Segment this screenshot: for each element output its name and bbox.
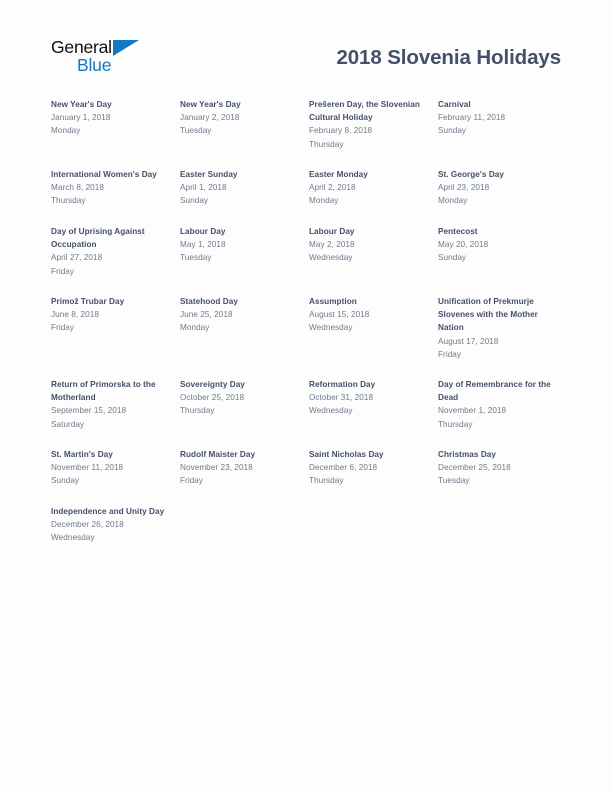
holiday-name: Reformation Day <box>309 380 376 389</box>
holiday-entry <box>180 378 309 418</box>
page-header <box>51 38 561 84</box>
holiday-weekday: Monday <box>309 196 339 206</box>
holiday-entry <box>51 168 180 208</box>
holiday-date: August 15, 2018 <box>309 310 370 320</box>
holiday-name: Statehood Day <box>180 297 238 306</box>
logo-text-blue: Blue <box>77 55 112 75</box>
holiday-weekday: Thursday <box>180 406 215 416</box>
holiday-weekday: Wednesday <box>51 533 95 543</box>
holiday-date: August 17, 2018 <box>438 336 499 346</box>
holiday-entry <box>180 295 309 335</box>
logo-triangle-icon <box>113 40 139 56</box>
holiday-row <box>51 98 563 168</box>
holiday-entry <box>51 98 180 138</box>
holiday-date: April 23, 2018 <box>438 183 490 193</box>
holiday-entry <box>438 448 567 488</box>
holiday-row <box>51 168 563 225</box>
holiday-date: November 23, 2018 <box>180 463 253 473</box>
holiday-entry <box>180 98 309 138</box>
holiday-name: Primož Trubar Day <box>51 297 125 306</box>
holiday-date: October 31, 2018 <box>309 393 374 403</box>
holiday-date: December 26, 2018 <box>51 520 124 530</box>
holiday-entry <box>51 505 180 545</box>
holiday-entry <box>51 295 180 335</box>
holiday-date: March 8, 2018 <box>51 183 104 193</box>
holiday-weekday: Tuesday <box>438 476 470 486</box>
holiday-entry <box>309 295 438 335</box>
holiday-row <box>51 378 563 448</box>
page-title: 2018 Slovenia Holidays <box>336 46 561 69</box>
holiday-date: May 1, 2018 <box>180 240 226 250</box>
holiday-weekday: Tuesday <box>180 253 212 263</box>
holiday-weekday: Thursday <box>438 419 473 429</box>
holiday-name: Day of Uprising Against Occupation <box>51 227 145 250</box>
holiday-name: Saint Nicholas Day <box>309 450 384 459</box>
holiday-date: November 1, 2018 <box>438 406 507 416</box>
holiday-name: St. George's Day <box>438 170 504 179</box>
holiday-date: December 25, 2018 <box>438 463 511 473</box>
holiday-name: Assumption <box>309 297 357 306</box>
holiday-date: June 8, 2018 <box>51 310 99 320</box>
holiday-date: October 25, 2018 <box>180 393 245 403</box>
holiday-entry <box>51 448 180 488</box>
holiday-weekday: Wednesday <box>309 323 353 333</box>
holiday-name: Independence and Unity Day <box>51 507 165 516</box>
holiday-entry <box>51 378 180 431</box>
holiday-name: Labour Day <box>180 227 226 236</box>
holiday-name: Pentecost <box>438 227 478 236</box>
holiday-date: April 27, 2018 <box>51 253 103 263</box>
holiday-weekday: Friday <box>180 476 204 486</box>
holiday-date: April 1, 2018 <box>180 183 227 193</box>
holiday-weekday: Friday <box>51 266 75 276</box>
holiday-date: February 11, 2018 <box>438 113 506 123</box>
holiday-name: Return of Primorska to the Motherland <box>51 380 156 403</box>
holiday-weekday: Wednesday <box>309 253 353 263</box>
holiday-weekday: Monday <box>51 126 81 136</box>
holiday-weekday: Sunday <box>51 476 80 486</box>
holiday-date: January 2, 2018 <box>180 113 240 123</box>
general-blue-logo <box>51 38 147 76</box>
holiday-entry <box>309 225 438 265</box>
holiday-weekday: Friday <box>438 349 462 359</box>
holiday-entry <box>309 168 438 208</box>
holiday-date: April 2, 2018 <box>309 183 356 193</box>
holiday-weekday: Tuesday <box>180 126 212 136</box>
holiday-date: May 20, 2018 <box>438 240 489 250</box>
holiday-entry <box>309 448 438 488</box>
holiday-name: New Year's Day <box>180 100 241 109</box>
holiday-weekday: Wednesday <box>309 406 353 416</box>
holiday-entry <box>309 98 438 151</box>
holiday-weekday: Friday <box>51 323 75 333</box>
holiday-entry <box>438 225 567 265</box>
holiday-entry <box>180 168 309 208</box>
holiday-name: International Women's Day <box>51 170 157 179</box>
holiday-weekday: Sunday <box>180 196 209 206</box>
holiday-date: January 1, 2018 <box>51 113 111 123</box>
holiday-name: Unification of Prekmurje Slovenes with the Mother Nation <box>438 297 538 333</box>
logo-text-general: General <box>51 37 112 57</box>
holiday-name: Sovereignty Day <box>180 380 245 389</box>
holiday-weekday: Thursday <box>309 476 344 486</box>
holiday-date: May 2, 2018 <box>309 240 355 250</box>
holiday-row <box>51 448 563 505</box>
holiday-date: September 15, 2018 <box>51 406 127 416</box>
holiday-name: Prešeren Day, the Slovenian Cultural Holiday <box>309 100 420 123</box>
holiday-entry <box>180 448 309 488</box>
holiday-weekday: Thursday <box>51 196 86 206</box>
holiday-row <box>51 505 563 562</box>
holiday-entry <box>438 295 567 361</box>
holiday-name: Easter Monday <box>309 170 368 179</box>
holiday-date: November 11, 2018 <box>51 463 124 473</box>
holiday-grid <box>51 98 563 562</box>
holiday-weekday: Monday <box>438 196 468 206</box>
holiday-row <box>51 225 563 295</box>
holiday-date: February 8, 2018 <box>309 126 373 136</box>
holiday-row <box>51 295 563 378</box>
holiday-date: June 25, 2018 <box>180 310 233 320</box>
holiday-entry <box>309 378 438 418</box>
holiday-weekday: Sunday <box>438 253 467 263</box>
holiday-weekday: Saturday <box>51 419 85 429</box>
holiday-name: Day of Remembrance for the Dead <box>438 380 551 403</box>
holiday-weekday: Sunday <box>438 126 467 136</box>
holiday-name: Easter Sunday <box>180 170 238 179</box>
holiday-weekday: Monday <box>180 323 210 333</box>
holiday-name: Labour Day <box>309 227 355 236</box>
holiday-name: Carnival <box>438 100 471 109</box>
holiday-name: Christmas Day <box>438 450 496 459</box>
holiday-entry <box>180 225 309 265</box>
holiday-entry <box>438 98 567 138</box>
holiday-entry <box>51 225 180 278</box>
holiday-weekday: Thursday <box>309 139 344 149</box>
holiday-entry <box>438 168 567 208</box>
holiday-name: St. Martin's Day <box>51 450 113 459</box>
holiday-name: Rudolf Maister Day <box>180 450 256 459</box>
holiday-date: December 6, 2018 <box>309 463 378 473</box>
holiday-entry <box>438 378 567 431</box>
holiday-name: New Year's Day <box>51 100 112 109</box>
